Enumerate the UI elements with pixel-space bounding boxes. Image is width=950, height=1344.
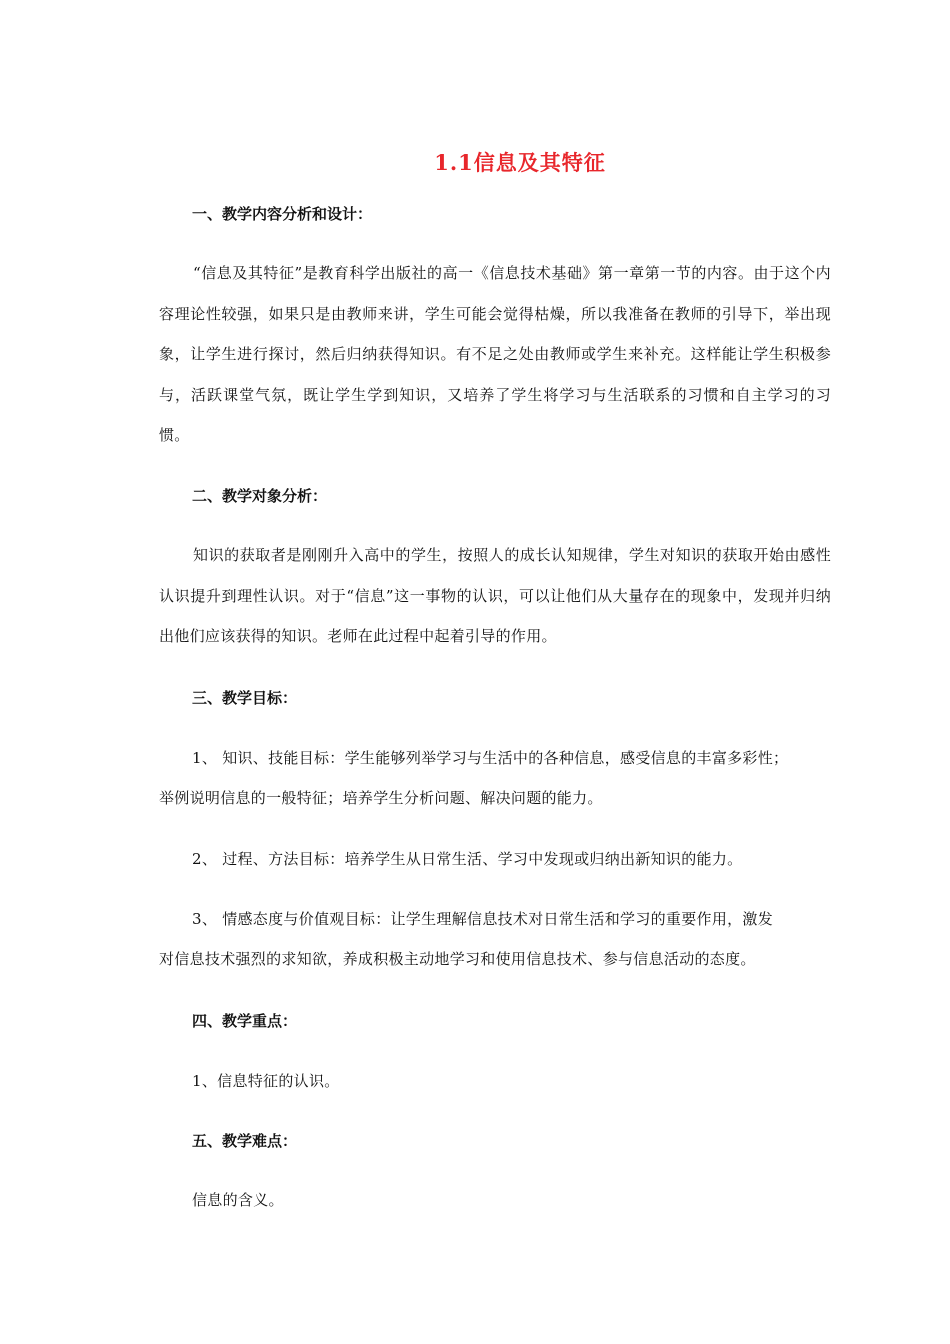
section-heading-teaching-goals: 三、教学目标： — [192, 689, 298, 707]
goal-1-line-2: 举例说明信息的一般特征；培养学生分析问题、解决问题的能力。 — [159, 789, 603, 807]
difficulty-item: 信息的含义。 — [192, 1191, 284, 1209]
document-title: 1.1信息及其特征 — [434, 150, 606, 175]
audience-analysis-paragraph: 知识的获取者是刚刚升入高中的学生，按照人的成长认知规律，学生对知识的获取开始由感性认识提升到理性认识。对于“信息”这一事物的认识，可以让他们从大量存在的现象中，发现并归纳出他们应该获得的知识。老师在此过程中起着引导的作用。 — [159, 546, 831, 645]
section-heading-audience-analysis: 二、教学对象分析： — [192, 487, 328, 505]
key-point-item: 1、信息特征的认识。 — [192, 1072, 340, 1090]
goal-1-line-1: 1、 知识、技能目标：学生能够列举学习与生活中的各种信息，感受信息的丰富多彩性； — [192, 749, 789, 767]
goal-3-line-2: 对信息技术强烈的求知欲，养成积极主动地学习和使用信息技术、参与信息活动的态度。 — [159, 950, 756, 968]
goal-3-line-1: 3、 情感态度与价值观目标：让学生理解信息技术对日常生活和学习的重要作用，激发 — [192, 910, 774, 928]
goal-2-line: 2、 过程、方法目标：培养学生从日常生活、学习中发现或归纳出新知识的能力。 — [192, 850, 743, 868]
content-analysis-paragraph: “信息及其特征”是教育科学出版社的高一《信息技术基础》第一章第一节的内容。由于这个内容理论性较强，如果只是由教师来讲，学生可能会觉得枯燥，所以我准备在教师的引导下，举出现象，让学生进行探讨，然后归纳获得知识。有不足之处由教师或学生来补充。这样能让学生积极参与，活跃课堂气氛，既让学生学到知识，又培养了学生将学习与生活联系的习惯和自主学习的习惯。 — [159, 264, 831, 444]
section-heading-key-points: 四、教学重点： — [192, 1012, 298, 1030]
section-heading-content-analysis: 一、教学内容分析和设计： — [192, 205, 373, 223]
section-heading-difficulties: 五、教学难点： — [192, 1132, 298, 1150]
